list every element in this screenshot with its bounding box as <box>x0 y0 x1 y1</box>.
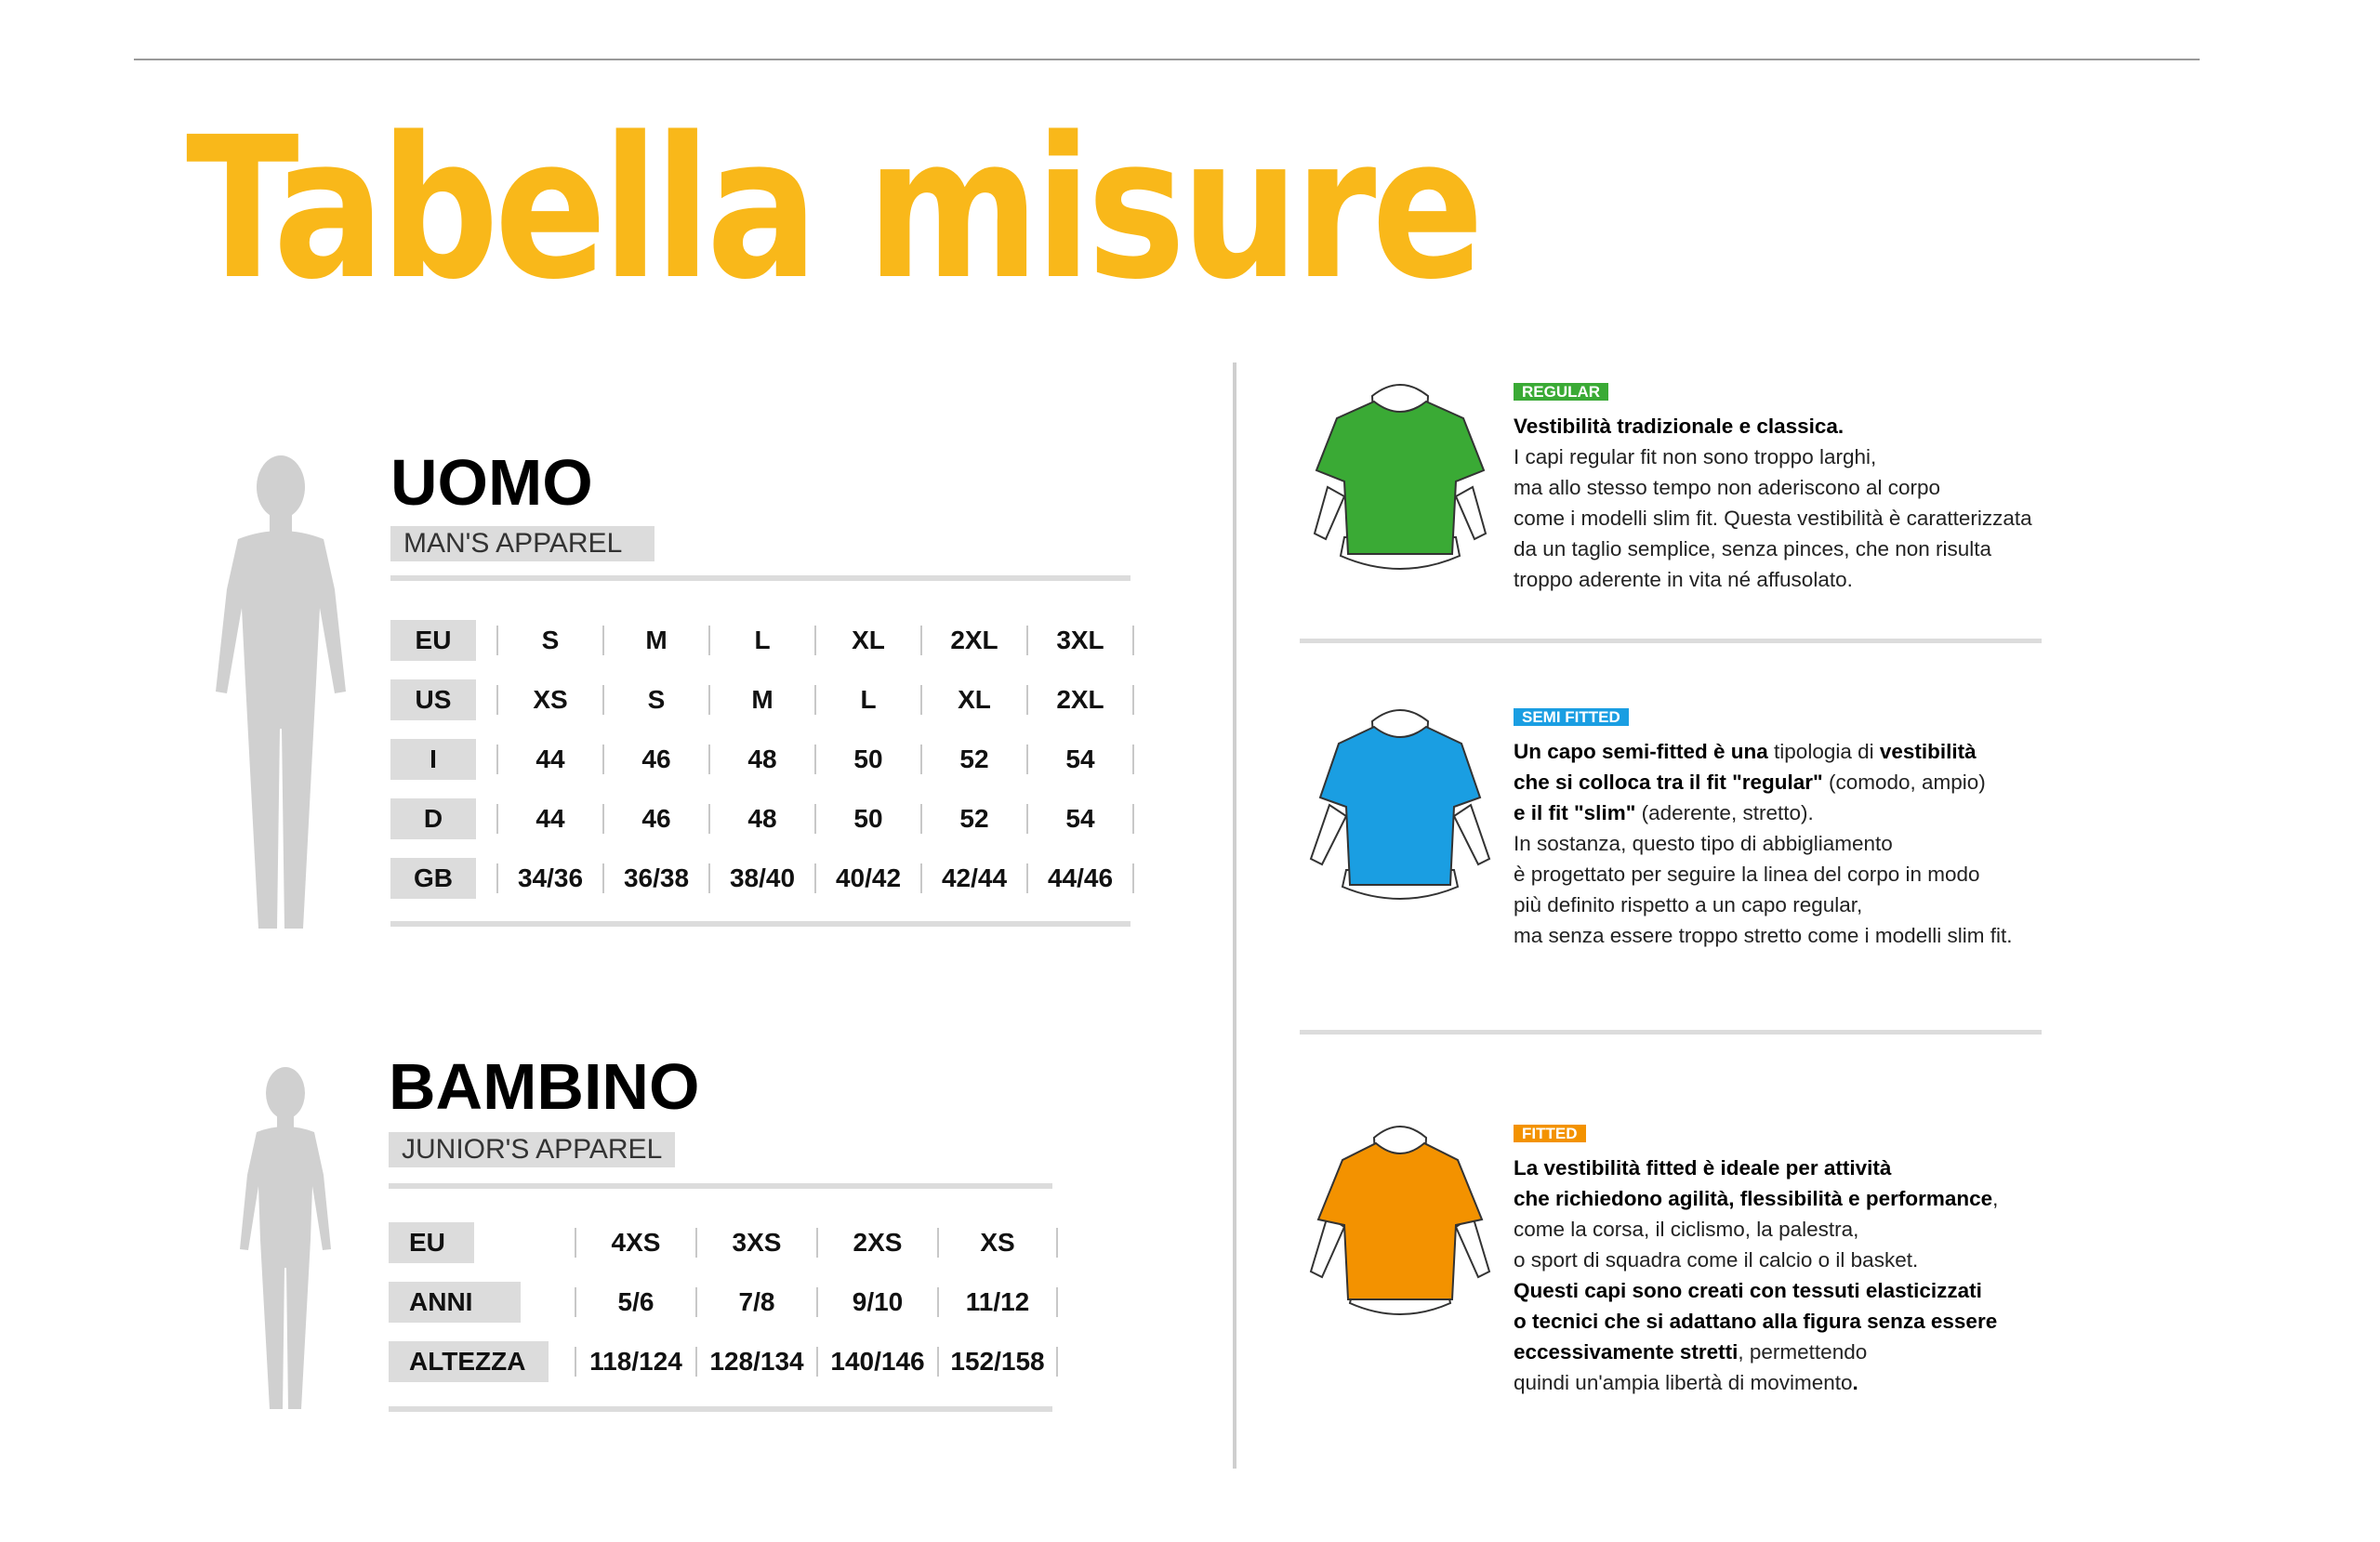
size-cell: XS <box>496 685 602 715</box>
size-cell: 2XL <box>1026 685 1134 715</box>
fit-description-line <box>1514 564 2032 595</box>
men-top-rule <box>390 575 1130 581</box>
fit-description-line <box>1514 1183 1998 1214</box>
junior-row-label: ANNI <box>389 1282 521 1323</box>
size-cell: 11/12 <box>937 1287 1058 1317</box>
text-run: La vestibilità fitted è ideale per attività <box>1514 1156 1892 1180</box>
text-run: troppo aderente in vita né affusolato. <box>1514 568 1853 591</box>
text-run: , <box>1992 1187 1999 1210</box>
text-run: o tecnici che si adattano alla figura senza essere <box>1514 1310 1998 1333</box>
fit-description-line <box>1514 411 2032 442</box>
fit-description-line <box>1514 890 2012 920</box>
size-cell: L <box>708 626 814 655</box>
size-cell: XL <box>814 626 920 655</box>
text-run: I capi regular fit non sono troppo larghi, <box>1514 445 1877 468</box>
size-cell: 2XS <box>816 1228 937 1258</box>
fit-fitted <box>1514 1123 1998 1398</box>
fit-description-line <box>1514 767 2012 797</box>
fit-description <box>1514 411 2032 595</box>
size-cell: 152/158 <box>937 1347 1058 1377</box>
men-row-label: US <box>390 679 476 720</box>
size-cell: 40/42 <box>814 863 920 893</box>
men-row-us <box>390 670 1130 730</box>
fit-description-line <box>1514 1153 1998 1183</box>
text-run: eccessivamente stretti <box>1514 1340 1739 1364</box>
text-run: è progettato per seguire la linea del corpo in modo <box>1514 863 1980 886</box>
fit-description-line <box>1514 1245 1998 1275</box>
size-cell: 44 <box>496 745 602 774</box>
fit-description-line <box>1514 503 2032 534</box>
size-cell: XL <box>920 685 1026 715</box>
size-cell: M <box>602 626 708 655</box>
size-cell: 48 <box>708 804 814 834</box>
size-cell: 118/124 <box>575 1347 695 1377</box>
men-size-table <box>390 611 1130 908</box>
size-cell: 50 <box>814 804 920 834</box>
size-cell: 44/46 <box>1026 863 1134 893</box>
men-row-label: I <box>390 739 476 780</box>
semi-fitted-tshirt-icon <box>1307 701 1493 915</box>
size-cell: 9/10 <box>816 1287 937 1317</box>
fit-description-line <box>1514 1275 1998 1306</box>
fit-semi-fitted <box>1514 706 2012 951</box>
fit-separator <box>1300 1030 2042 1035</box>
junior-row-eu <box>389 1213 1052 1272</box>
text-run: che richiedono agilità, flessibilità e performance <box>1514 1187 1993 1210</box>
men-row-label: GB <box>390 858 476 899</box>
regular-tshirt-icon <box>1307 376 1493 589</box>
men-row-i <box>390 730 1130 789</box>
fit-description-line <box>1514 736 2012 767</box>
size-cell: 2XL <box>920 626 1026 655</box>
size-cell: 128/134 <box>695 1347 816 1377</box>
text-run: tipologia di <box>1767 740 1880 763</box>
men-row-d <box>390 789 1130 849</box>
size-cell: 4XS <box>575 1228 695 1258</box>
size-cell: 140/146 <box>816 1347 937 1377</box>
fit-regular <box>1514 381 2032 595</box>
size-cell: 38/40 <box>708 863 814 893</box>
junior-subheading: JUNIOR'S APPAREL <box>389 1132 675 1167</box>
size-cell: 5/6 <box>575 1287 695 1317</box>
men-row-label: D <box>390 798 476 839</box>
junior-row-label: ALTEZZA <box>389 1341 549 1382</box>
fit-description-line <box>1514 534 2032 564</box>
men-row-eu <box>390 611 1130 670</box>
text-run: e il fit "slim" <box>1514 801 1636 824</box>
size-cell: 48 <box>708 745 814 774</box>
men-bottom-rule <box>390 921 1130 927</box>
text-run: Un capo semi-fitted è una <box>1514 740 1768 763</box>
fit-separator <box>1300 639 2042 643</box>
size-cell: 42/44 <box>920 863 1026 893</box>
junior-top-rule <box>389 1183 1052 1189</box>
fitted-tshirt-icon <box>1307 1117 1493 1331</box>
fit-description-line <box>1514 828 2012 859</box>
fit-description-line <box>1514 1337 1998 1367</box>
men-row-label: EU <box>390 620 476 661</box>
junior-heading: BAMBINO <box>389 1050 700 1123</box>
text-run: o sport di squadra come il calcio o il basket. <box>1514 1248 1919 1272</box>
size-cell: 3XS <box>695 1228 816 1258</box>
text-run: . <box>1852 1371 1858 1394</box>
fit-description-line <box>1514 1367 1998 1398</box>
column-divider <box>1233 362 1236 1469</box>
text-run: Vestibilità tradizionale e classica. <box>1514 415 1844 438</box>
text-run: In sostanza, questo tipo di abbigliamento <box>1514 832 1893 855</box>
men-heading: UOMO <box>390 446 593 519</box>
text-run: ma allo stesso tempo non aderiscono al corpo <box>1514 476 1941 499</box>
size-cell: 34/36 <box>496 863 602 893</box>
text-run: più definito rispetto a un capo regular, <box>1514 893 1863 916</box>
size-cell: 3XL <box>1026 626 1134 655</box>
junior-row-anni <box>389 1272 1052 1332</box>
size-cell: 50 <box>814 745 920 774</box>
size-cell: S <box>602 685 708 715</box>
size-cell: 54 <box>1026 804 1134 834</box>
page-title: Tabella misure <box>186 95 1480 323</box>
fit-description-line <box>1514 797 2012 828</box>
text-run: da un taglio semplice, senza pinces, che non risulta <box>1514 537 1992 560</box>
size-cell: M <box>708 685 814 715</box>
fit-badge: SEMI FITTED <box>1514 708 1629 726</box>
fit-description-line <box>1514 442 2032 472</box>
man-silhouette-icon <box>206 450 355 933</box>
size-cell: 46 <box>602 804 708 834</box>
fit-description <box>1514 1153 1998 1398</box>
size-cell: 7/8 <box>695 1287 816 1317</box>
fit-description-line <box>1514 1214 1998 1245</box>
fit-description-line <box>1514 1306 1998 1337</box>
junior-row-label: EU <box>389 1222 474 1263</box>
text-run: quindi un'ampia libertà di movimento <box>1514 1371 1853 1394</box>
size-cell: 44 <box>496 804 602 834</box>
junior-row-altezza <box>389 1332 1052 1391</box>
junior-bottom-rule <box>389 1406 1052 1412</box>
fit-description <box>1514 736 2012 951</box>
men-row-gb <box>390 849 1130 908</box>
fit-description-line <box>1514 472 2032 503</box>
text-run: vestibilità <box>1879 740 1977 763</box>
size-cell: L <box>814 685 920 715</box>
text-run: ma senza essere troppo stretto come i modelli slim fit. <box>1514 924 2013 947</box>
text-run: (comodo, ampio) <box>1822 771 1986 794</box>
text-run: che si colloca tra il fit "regular" <box>1514 771 1823 794</box>
junior-size-table <box>389 1213 1052 1391</box>
size-cell: 54 <box>1026 745 1134 774</box>
size-cell: S <box>496 626 602 655</box>
text-run: come la corsa, il ciclismo, la palestra, <box>1514 1218 1859 1241</box>
fit-badge: REGULAR <box>1514 383 1608 401</box>
text-run: (aderente, stretto). <box>1635 801 1814 824</box>
size-cell: 52 <box>920 804 1026 834</box>
text-run: come i modelli slim fit. Questa vestibilità è caratterizzata <box>1514 507 2032 530</box>
size-cell: 46 <box>602 745 708 774</box>
fit-badge: FITTED <box>1514 1125 1586 1142</box>
text-run: , permettendo <box>1738 1340 1868 1364</box>
size-cell: 52 <box>920 745 1026 774</box>
fit-description-line <box>1514 859 2012 890</box>
top-rule <box>134 59 2200 60</box>
child-silhouette-icon <box>234 1063 337 1413</box>
text-run: Questi capi sono creati con tessuti elasticizzati <box>1514 1279 1982 1302</box>
size-cell: 36/38 <box>602 863 708 893</box>
men-subheading: MAN'S APPAREL <box>390 526 654 561</box>
fit-description-line <box>1514 920 2012 951</box>
size-cell: XS <box>937 1228 1058 1258</box>
